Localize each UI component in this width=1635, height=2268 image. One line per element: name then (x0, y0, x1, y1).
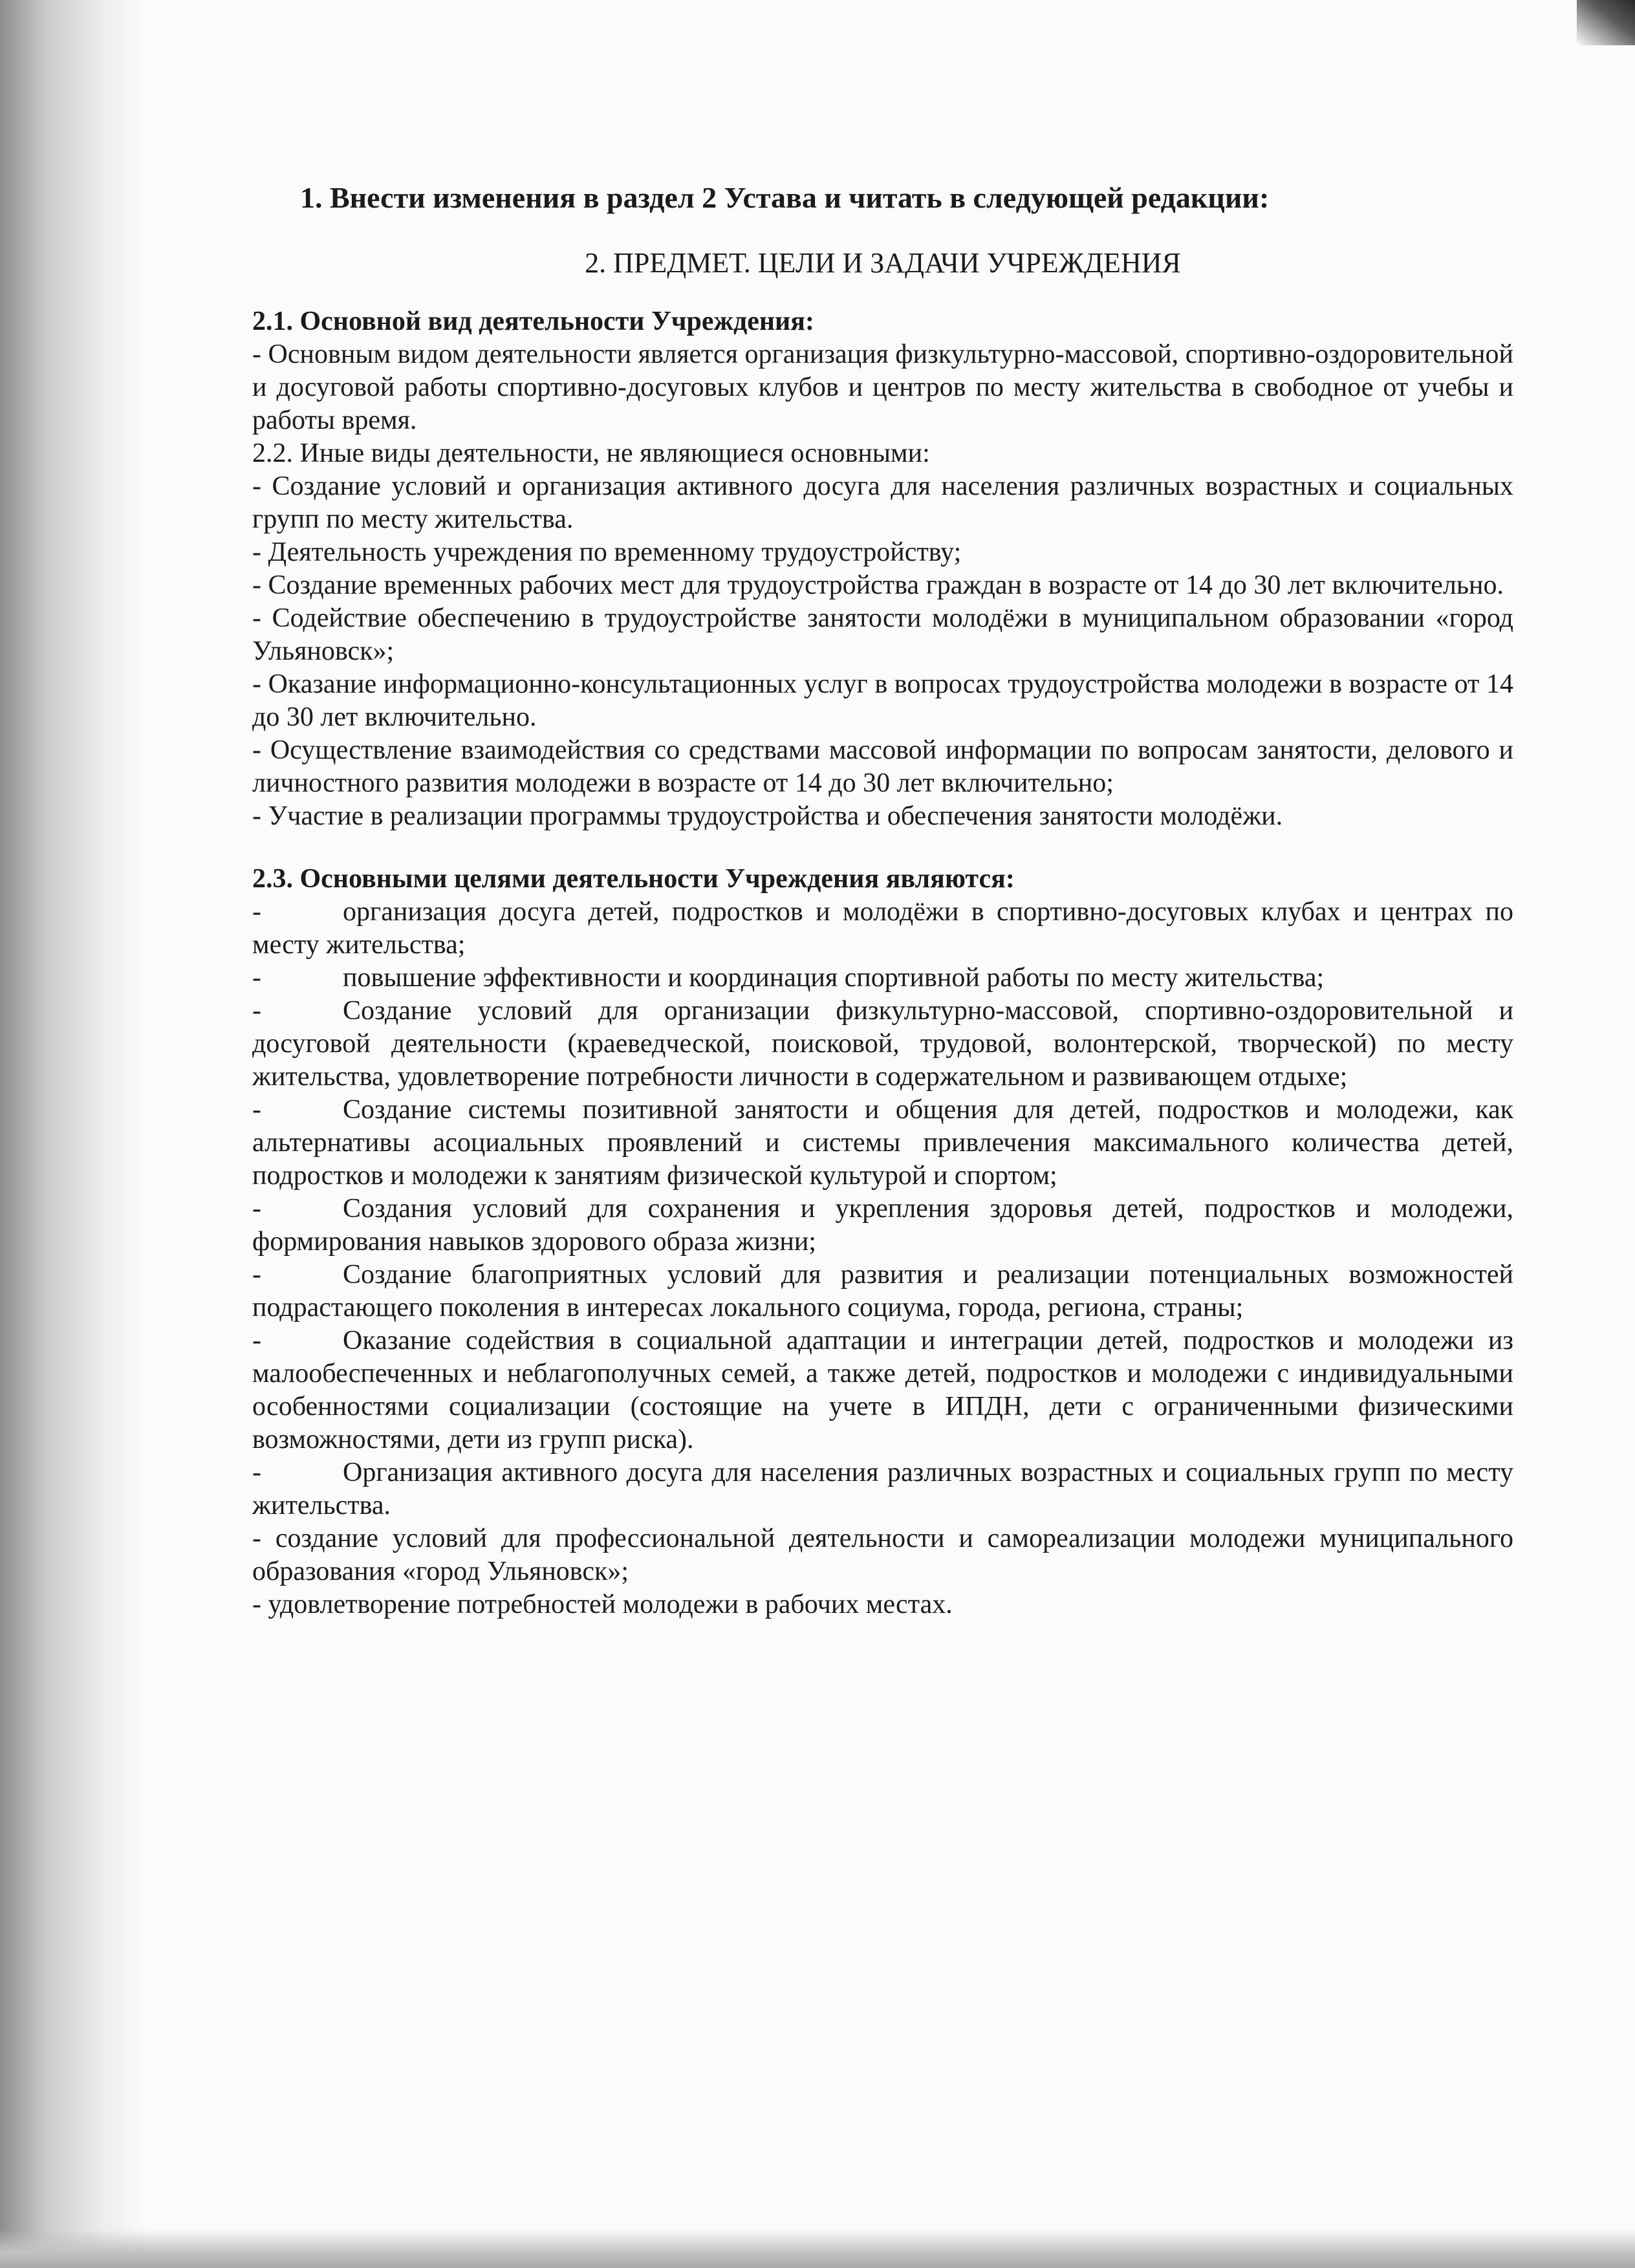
scan-corner-shadow (1577, 0, 1635, 45)
scan-edge-shadow (0, 0, 149, 2268)
dash-marker: - (252, 996, 261, 1026)
dash-marker: - (252, 1260, 261, 1290)
dash-marker: - (252, 1194, 261, 1224)
scan-bottom-edge (0, 2229, 1635, 2268)
section-2-1-text: - Основным видом деятельности является организация физкультурно-массовой, спортивно-оздоровительной и досуговой работы спортивно-досуговых клубов и центров по месту жительства в свободное от учебы и работы время. (252, 340, 1513, 435)
section-2-3-item: - удовлетворение потребностей молодежи в рабочих местах. (252, 1590, 953, 1619)
section-2-2-item: - Создание условий и организация активного досуга для населения различных возрастных и социальных групп по месту жительства. (252, 471, 1513, 534)
dash-marker: - (252, 963, 261, 993)
section-title: 2. ПРЕДМЕТ. ЦЕЛИ И ЗАДАЧИ УЧРЕЖДЕНИЯ (585, 247, 1181, 279)
section-2-3-item: - Создания условий для сохранения и укрепления здоровья детей, подростков и молодежи, формирования навыков здорового образа жизни; (252, 1194, 1513, 1257)
section-2-3-item: - Создание условий для организации физкультурно-массовой, спортивно-оздоровительной и досуговой деятельности (краеведческой, поисковой, трудовой, волонтерской, творческой) по месту жительства, удовлетворение потребности личности в содержательном и развивающем отдыхе; (252, 996, 1513, 1092)
section-2-3-item: - Создание благоприятных условий для развития и реализации потенциальных возможностей подрастающего поколения в интересах локального социума, города, региона, страны; (252, 1260, 1513, 1323)
section-2-2-item: - Участие в реализации программы трудоустройства и обеспечения занятости молодёжи. (252, 801, 1283, 831)
section-2-3-item: - повышение эффективности и координация спортивной работы по месту жительства; (252, 962, 1513, 995)
section-2-2-item: - Осуществление взаимодействия со средствами массовой информации по вопросам занятости, делового и личностного развития молодежи в возрасте от 14 до 30 лет включительно; (252, 735, 1513, 798)
section-2-2-item: - Деятельность учреждения по временному трудоустройству; (252, 537, 962, 567)
section-2-3-item: - Организация активного досуга для населения различных возрастных и социальных групп по месту жительства. (252, 1458, 1513, 1520)
dash-marker: - (252, 1458, 261, 1487)
dash-marker: - (252, 897, 261, 927)
section-2-3-item: - Оказание содействия в социальной адаптации и интеграции детей, подростков и молодежи из малообеспеченных и неблагополучных семей, а также детей, подростков и молодежи с индивидуальными особенностями социализации (состоящие на учете в ИПДН, дети с ограниченными физическими возможностями, дети из групп риска). (252, 1326, 1513, 1454)
section-2-2-item: - Создание временных рабочих мест для трудоустройства граждан в возрасте от 14 до 30 лет включительно. (252, 570, 1504, 600)
dash-marker: - (252, 1095, 261, 1125)
document-body (252, 181, 1513, 1621)
amendment-heading: 1. Внести изменения в раздел 2 Устава и читать в следующей редакции: (300, 181, 1270, 214)
section-2-2-item: - Оказание информационно-консультационных услуг в вопросах трудоустройства молодежи в возрасте от 14 до 30 лет включительно. (252, 669, 1513, 732)
section-2-2-heading: 2.2. Иные виды деятельности, не являющиеся основными: (252, 438, 930, 468)
dash-marker: - (252, 1326, 261, 1355)
section-2-3-item: - создание условий для профессиональной деятельности и самореализации молодежи муниципального образования «город Ульяновск»; (252, 1524, 1513, 1586)
section-2-1-heading: 2.1. Основной вид деятельности Учреждения: (252, 307, 814, 336)
section-2-2-item: - Содействие обеспечению в трудоустройстве занятости молодёжи в муниципальном образовании «город Ульяновск»; (252, 603, 1513, 666)
section-2-3-heading: 2.3. Основными целями деятельности Учреждения являются: (252, 864, 1015, 894)
section-2-3-item: - организация досуга детей, подростков и молодёжи в спортивно-досуговых клубах и центрах по месту жительства; (252, 897, 1513, 960)
section-2-3-item: - Создание системы позитивной занятости и общения для детей, подростков и молодежи, как альтернативы асоциальных проявлений и системы привлечения максимального количества детей, подростков и молодежи к занятиям физической культурой и спортом; (252, 1095, 1513, 1191)
